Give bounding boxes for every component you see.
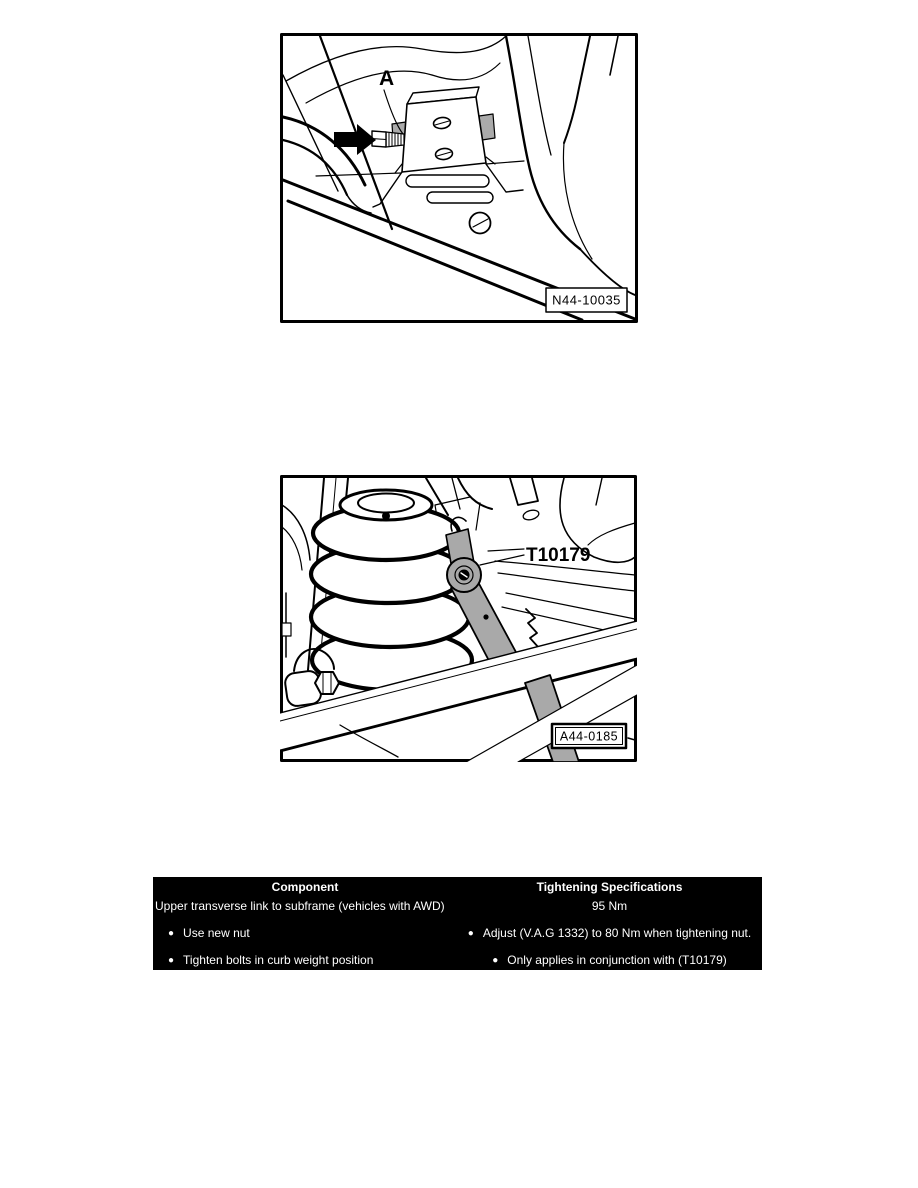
- figure1-number: N44-10035: [552, 292, 621, 308]
- table-row: [153, 899, 762, 913]
- bullet-icon: ●: [467, 928, 474, 939]
- component-cell: [153, 926, 457, 940]
- tightening-spec-table: [153, 877, 762, 970]
- component-text: Tighten bolts in curb weight position: [183, 953, 374, 967]
- subframe-bracket-illustration: [280, 33, 638, 323]
- tool-callout-label: T10179: [526, 545, 591, 566]
- figure-number-box: [552, 724, 635, 748]
- header-component: Component: [271, 880, 339, 894]
- table-header-row: [153, 880, 762, 894]
- spec-text: Adjust (V.A.G 1332) to 80 Nm when tightening nut.: [482, 926, 752, 940]
- figure-subframe-bracket: [280, 33, 638, 323]
- figure2-number: A44-0185: [559, 729, 619, 744]
- header-tightening-specifications: Tightening Specifications: [536, 880, 683, 894]
- callout-a-label: A: [379, 67, 395, 90]
- bullet-icon: ●: [168, 928, 175, 939]
- spec-text: Only applies in conjunction with (T10179): [507, 953, 727, 967]
- component-text: Use new nut: [183, 926, 250, 940]
- table-row: [153, 926, 762, 940]
- bolt: [372, 131, 404, 147]
- spring-tensioner-illustration: [280, 475, 637, 762]
- spec-cell: 95 Nm: [591, 899, 628, 913]
- tool-callout: [480, 545, 590, 566]
- component-cell: Upper transverse link to subframe (vehicles with AWD): [155, 899, 445, 913]
- component-cell: [153, 953, 457, 967]
- coil-spring: [311, 490, 472, 690]
- bullet-icon: ●: [168, 955, 175, 966]
- mounting-bracket: [392, 87, 495, 173]
- figure-number-box: [546, 288, 627, 312]
- figure-spring-tensioner: [280, 475, 637, 762]
- spec-cell: [457, 953, 762, 967]
- table-row: [153, 953, 762, 967]
- bullet-icon: ●: [492, 955, 499, 966]
- spec-cell: [457, 926, 762, 940]
